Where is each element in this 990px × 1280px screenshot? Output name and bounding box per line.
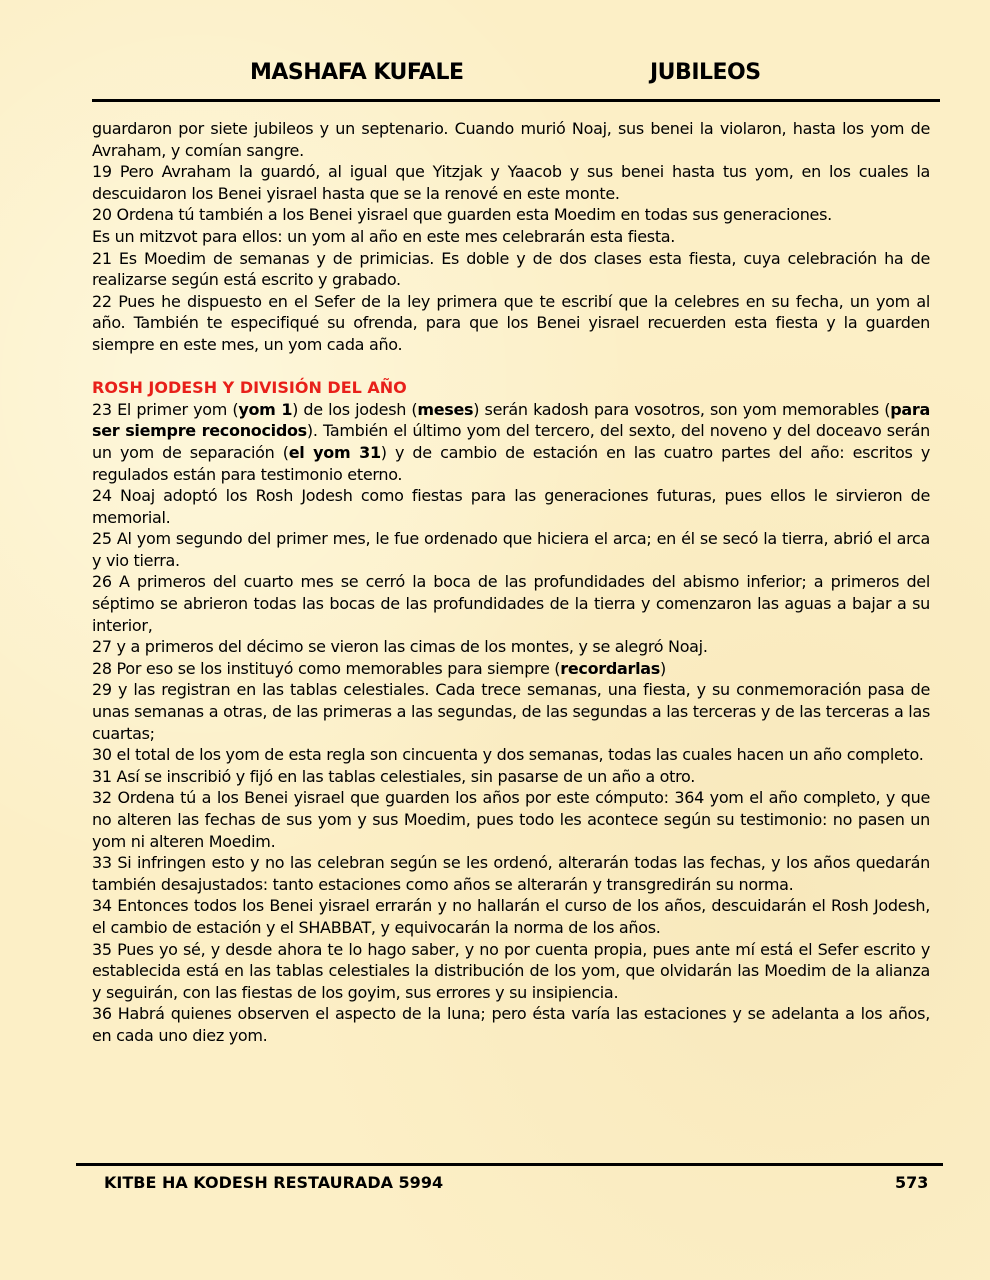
footer-divider (76, 1163, 943, 1166)
verse-paragraph: 26 A primeros del cuarto mes se cerró la boca de las profundidades del abismo inferior; a primeros del séptimo se abrieron todas las bocas de las profundidades de la tierra y comenzaron las aguas a bajar a su interior, (92, 572, 930, 635)
verse-paragraph: 29 y las registran en las tablas celestiales. Cada trece semanas, una fiesta, y su conmemoración pasa de unas semanas a otras, de las primeras a las segundas, de las segundas a las terceras y de las terceras a las cuartas; (92, 680, 930, 743)
verse-paragraph: 20 Ordena tú también a los Benei yisrael que guarden esta Moedim en todas sus generaciones. (92, 205, 832, 225)
page-body (92, 118, 930, 1047)
verse-paragraph: 27 y a primeros del décimo se vieron las cimas de los montes, y se alegró Noaj. (92, 637, 708, 657)
verse-emphasis: meses (417, 399, 474, 419)
section-heading: ROSH JODESH Y DIVISIÓN DEL AÑO (92, 378, 407, 398)
verse-paragraph: Es un mitzvot para ellos: un yom al año en este mes celebrarán esta fiesta. (92, 226, 676, 246)
header-divider (92, 99, 940, 102)
verse-emphasis: el yom 31 (288, 442, 381, 462)
verse-paragraph: guardaron por siete jubileos y un septenario. Cuando murió Noaj, sus benei la violaron, hasta los yom de Avraham, y comían sangre. (92, 119, 930, 160)
verse-28 (92, 658, 930, 680)
verse-paragraph: 33 Si infringen esto y no las celebran según se les ordenó, alterarán todas las fechas, y los años quedarán también desajustados: tanto estaciones como años se alterarán y transgredirán su norma. (92, 853, 930, 894)
verse-text: ) serán kadosh para vosotros, son yom memorables ( (473, 399, 891, 419)
verse-text: 23 El primer yom ( (92, 399, 239, 419)
verse-emphasis: para ser siempre reconocidos (92, 399, 930, 441)
paragraph-spacer (92, 356, 930, 378)
verse-text: ) y de cambio de estación en las cuatro partes del año: escritos y regulados están para testimonio eterno. (92, 442, 931, 484)
verse-paragraph: 34 Entonces todos los Benei yisrael errarán y no hallarán el curso de los años, descuidarán el Rosh Jodesh, el cambio de estación y el SHABBAT, y equivocarán la norma de los años. (92, 896, 930, 937)
header-book-title: MASHAFA KUFALE (250, 60, 464, 85)
verse-text: ) (660, 658, 666, 678)
footer-book-name: KITBE HA KODESH RESTAURADA 5994 (104, 1173, 444, 1192)
verse-paragraph: 30 el total de los yom de esta regla son cincuenta y dos semanas, todas las cuales hacen un año completo. (92, 745, 924, 765)
verse-paragraph: 25 Al yom segundo del primer mes, le fue ordenado que hiciera el arca; en él se secó la tierra, abrió el arca y vio tierra. (92, 529, 930, 570)
verse-paragraph: 21 Es Moedim de semanas y de primicias. Es doble y de dos clases esta fiesta, cuya celebración ha de realizarse según está escrito y grabado. (92, 248, 930, 290)
verse-emphasis: recordarlas (560, 658, 661, 678)
verse-text: ). También el último yom del tercero, del sexto, del noveno y del doceavo serán un yom de separación ( (92, 421, 931, 462)
verse-paragraph: 36 Habrá quienes observen el aspecto de la luna; pero ésta varía las estaciones y se adelanta a los años, en cada uno diez yom. (92, 1004, 930, 1045)
verse-text: 28 Por eso se los instituyó como memorables para siempre ( (92, 658, 561, 678)
verse-text: ) de los jodesh ( (292, 399, 418, 419)
verse-paragraph: 24 Noaj adoptó los Rosh Jodesh como fiestas para las generaciones futuras, pues ellos le sirvieron de memorial. (92, 486, 930, 527)
verse-paragraph: 31 Así se inscribió y fijó en las tablas celestiales, sin pasarse de un año a otro. (92, 766, 696, 786)
verse-paragraph: 32 Ordena tú a los Benei yisrael que guarden los años por este cómputo: 364 yom el año completo, y que no alteren las fechas de sus yom y sus Moedim, pues todo les acontece según su testimonio: no pasen un yom ni alteren Moedim. (92, 788, 930, 851)
verse-23 (92, 399, 930, 485)
verse-emphasis: yom 1 (238, 399, 293, 419)
page-header (0, 56, 990, 92)
verse-paragraph: 35 Pues yo sé, y desde ahora te lo hago saber, y no por cuenta propia, pues ante mí está el Sefer escrito y establecida está en las tablas celestiales la distribución de los yom, que olvidarán las Moedim de la alianza y seguirán, con las fiestas de los goyim, sus errores y su insipiencia. (92, 939, 930, 1002)
verse-paragraph: 19 Pero Avraham la guardó, al igual que Yitzjak y Yaacob y sus benei hasta tus yom, en los cuales la descuidaron los Benei yisrael hasta que se la renové en este monte. (92, 162, 930, 203)
verse-paragraph: 22 Pues he dispuesto en el Sefer de la ley primera que te escribí que la celebres en su fecha, un yom al año. También te especifiqué su ofrenda, para que los Benei yisrael recuerden esta fiesta y la guarden siempre en este mes, un yom cada año. (92, 291, 930, 354)
header-section-title: JUBILEOS (650, 60, 761, 85)
page-number: 573 (895, 1173, 929, 1192)
